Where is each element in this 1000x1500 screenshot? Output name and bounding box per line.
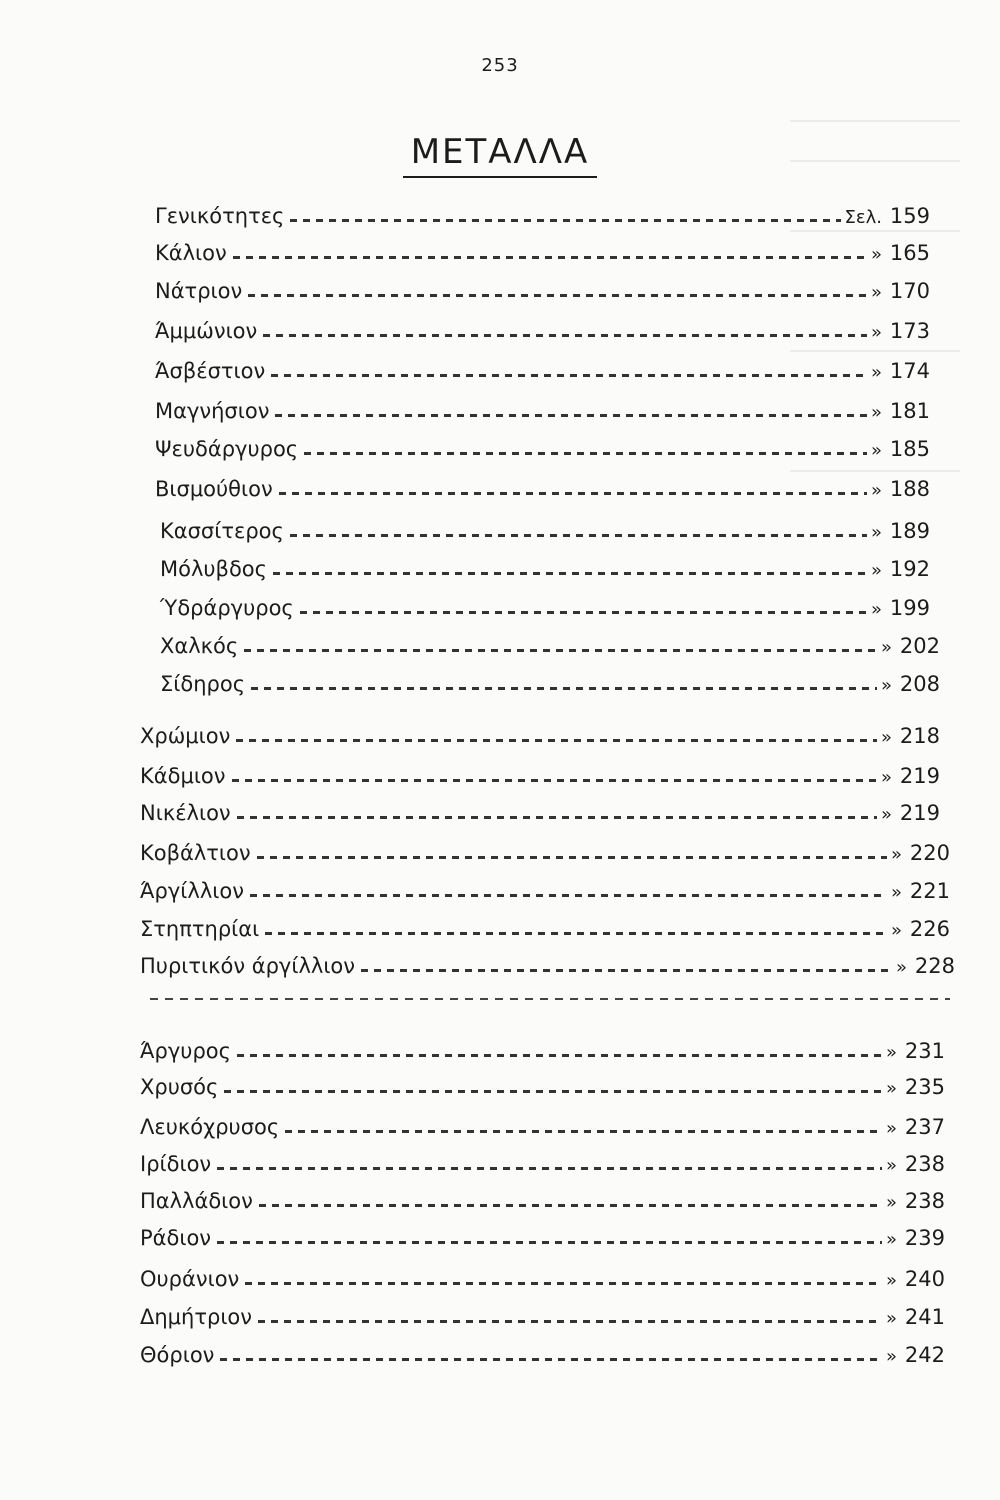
toc-entry [140, 1217, 945, 1249]
toc-entry [140, 755, 940, 787]
entry-page-number: 228 [914, 954, 955, 978]
dot-leader [265, 932, 887, 935]
toc-entry [155, 310, 930, 342]
dot-leader [263, 334, 867, 337]
ditto-mark: » [870, 362, 882, 383]
entry-page-number: 238 [904, 1152, 945, 1176]
entry-name: Στηπτηρίαι [140, 917, 260, 941]
dot-leader [220, 1358, 882, 1361]
dot-leader [224, 1090, 882, 1093]
entry-name: Νικέλιον [140, 801, 231, 825]
dot-leader [236, 739, 877, 742]
entry-name: Ύδράργυρος [160, 596, 294, 620]
ditto-mark: » [870, 599, 882, 620]
ditto-mark: » [870, 522, 882, 543]
entry-name: Χρυσός [140, 1075, 219, 1099]
entry-name: Ουράνιον [140, 1267, 240, 1291]
dot-leader [304, 452, 867, 455]
entry-page-number: 240 [904, 1267, 945, 1291]
entry-name: Άμμώνιον [155, 319, 258, 343]
dot-leader [237, 1054, 882, 1057]
toc-entry [155, 350, 930, 382]
ditto-mark: » [870, 402, 882, 423]
entry-page-number: 192 [889, 557, 930, 581]
dot-leader [271, 374, 867, 377]
ditto-mark: » [870, 440, 882, 461]
toc-entry [160, 625, 940, 657]
dot-leader [361, 969, 892, 972]
entry-page-number: 235 [904, 1075, 945, 1099]
ditto-mark: » [895, 957, 907, 978]
dot-leader [237, 816, 877, 819]
entry-page-number: 220 [909, 841, 950, 865]
dot-leader [275, 414, 867, 417]
entry-name: Χρώμιον [140, 724, 231, 748]
ditto-mark: » [890, 844, 902, 865]
entry-name: Νάτριον [155, 279, 243, 303]
dot-leader [244, 649, 877, 652]
dot-leader [250, 894, 887, 897]
entry-name: Παλλάδιον [140, 1189, 253, 1213]
entry-page-number: 219 [899, 764, 940, 788]
dot-leader [279, 492, 867, 495]
entry-name: Μόλυβδος [160, 557, 267, 581]
entry-name: Χαλκός [160, 634, 239, 658]
dot-leader [300, 611, 867, 614]
ditto-mark: » [885, 1155, 897, 1176]
toc-entry [140, 1030, 945, 1062]
entry-page-number: 181 [889, 399, 930, 423]
entry-page-number: 188 [889, 477, 930, 501]
entry-name: Σίδηρος [160, 672, 246, 696]
ditto-mark: » [885, 1042, 897, 1063]
entry-page-number: 165 [889, 241, 930, 265]
toc-entry [140, 832, 950, 864]
ditto-mark: » [880, 637, 892, 658]
entry-name: Κάλιον [155, 241, 227, 265]
section-separator [150, 998, 950, 1000]
toc-entry [140, 1258, 945, 1290]
entry-name: Άργυρος [140, 1039, 231, 1063]
entry-page-number: 218 [899, 724, 940, 748]
entry-page-number: 208 [899, 672, 940, 696]
toc-entry [155, 390, 930, 422]
toc-entry [160, 548, 930, 580]
ditto-mark: » [885, 1346, 897, 1367]
dot-leader [257, 856, 887, 859]
entry-page-number: 159 [889, 204, 930, 228]
title-text: ΜΕΤΑΛΛΑ [403, 132, 598, 178]
dot-leader [217, 1167, 882, 1170]
toc-entry [140, 1296, 945, 1328]
page-title [0, 132, 1000, 172]
toc-entry [140, 908, 950, 940]
ditto-mark: » [880, 675, 892, 696]
ditto-mark: » [885, 1308, 897, 1329]
entry-page-number: 219 [899, 801, 940, 825]
entry-name: Πυριτικόν άργίλλιον [140, 954, 356, 978]
toc-entry [160, 587, 930, 619]
ditto-mark: » [880, 767, 892, 788]
ditto-mark: » [870, 282, 882, 303]
entry-page-number: 238 [904, 1189, 945, 1213]
dot-leader [290, 219, 840, 222]
entry-name: Κάδμιον [140, 764, 226, 788]
toc-entry [140, 1106, 945, 1138]
entry-name: Θόριον [140, 1343, 215, 1367]
entry-page-number: 226 [909, 917, 950, 941]
entry-name: Λευκόχρυσος [140, 1115, 280, 1139]
ditto-mark: » [885, 1192, 897, 1213]
entry-page-number: 231 [904, 1039, 945, 1063]
entry-name: Ράδιον [140, 1226, 212, 1250]
dot-leader [258, 1320, 882, 1323]
toc-entry [160, 510, 930, 542]
ditto-mark: Σελ. [844, 207, 882, 228]
toc-entry [140, 792, 940, 824]
dot-leader [232, 779, 877, 782]
entry-page-number: 242 [904, 1343, 945, 1367]
toc-entry [155, 195, 930, 227]
toc-entry [140, 1180, 945, 1212]
entry-name: Άργίλλιον [140, 879, 244, 903]
ditto-mark: » [870, 322, 882, 343]
entry-page-number: 174 [889, 359, 930, 383]
ditto-mark: » [880, 804, 892, 825]
entry-page-number: 189 [889, 519, 930, 543]
ditto-mark: » [885, 1078, 897, 1099]
dot-leader [233, 256, 867, 259]
entry-name: Δημήτριον [140, 1305, 253, 1329]
ditto-mark: » [890, 882, 902, 903]
ditto-mark: » [880, 727, 892, 748]
toc-entry [140, 1334, 945, 1366]
entry-name: Ψευδάργυρος [155, 437, 299, 461]
dot-leader [259, 1204, 882, 1207]
toc-entry [140, 1066, 945, 1098]
bleed-through-line [790, 120, 960, 122]
entry-page-number: 170 [889, 279, 930, 303]
ditto-mark: » [885, 1118, 897, 1139]
dot-leader [251, 687, 877, 690]
toc-entry [140, 715, 940, 747]
toc-entry [160, 663, 940, 695]
toc-entry [155, 468, 930, 500]
page-number: 253 [481, 55, 519, 76]
entry-page-number: 173 [889, 319, 930, 343]
toc-entry [140, 945, 955, 977]
entry-page-number: 237 [904, 1115, 945, 1139]
entry-page-number: 199 [889, 596, 930, 620]
dot-leader [285, 1130, 882, 1133]
ditto-mark: » [870, 560, 882, 581]
entry-page-number: 239 [904, 1226, 945, 1250]
dot-leader [290, 534, 867, 537]
dot-leader [273, 572, 867, 575]
toc-entry [155, 232, 930, 264]
toc-entry [155, 270, 930, 302]
ditto-mark: » [890, 920, 902, 941]
entry-name: Κοβάλτιον [140, 841, 251, 865]
entry-page-number: 241 [904, 1305, 945, 1329]
entry-name: Άσβέστιον [155, 359, 266, 383]
entry-page-number: 202 [899, 634, 940, 658]
dot-leader [248, 294, 867, 297]
ditto-mark: » [885, 1229, 897, 1250]
toc-entry [140, 1143, 945, 1175]
dot-leader [217, 1241, 882, 1244]
entry-name: Ιρίδιον [140, 1152, 212, 1176]
dot-leader [245, 1282, 882, 1285]
entry-page-number: 221 [909, 879, 950, 903]
entry-name: Γενικότητες [155, 204, 285, 228]
entry-name: Κασσίτερος [160, 519, 284, 543]
ditto-mark: » [870, 244, 882, 265]
toc-entry [140, 870, 950, 902]
entry-page-number: 185 [889, 437, 930, 461]
entry-name: Βισμούθιον [155, 477, 273, 501]
entry-name: Μαγνήσιον [155, 399, 270, 423]
toc-entry [155, 428, 930, 460]
ditto-mark: » [885, 1270, 897, 1291]
ditto-mark: » [870, 480, 882, 501]
